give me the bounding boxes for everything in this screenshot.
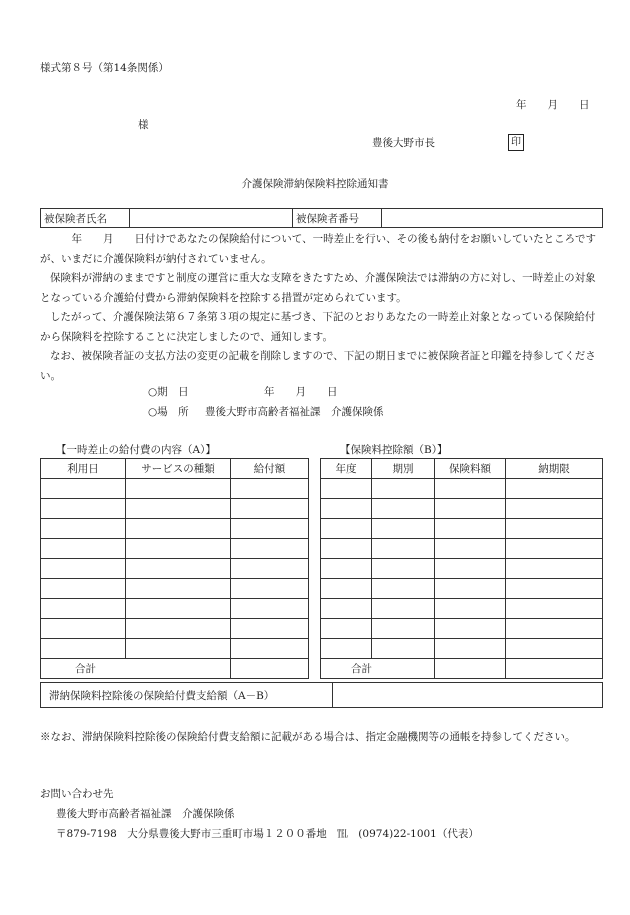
issuer-name: 豊後大野市長 [372, 137, 435, 149]
contact-heading: お問い合わせ先 [40, 788, 114, 800]
payment-table [40, 682, 603, 708]
issue-date: 年 月 日 [516, 99, 590, 111]
table-row [41, 539, 309, 559]
body-paragraph-3: したがって、介護保険法第６７条第３項の規定に基づき、下記のとおりあなたの一時差止対象となっている保険給付から保険料を控除することに決定しましたので、通知します。 [40, 311, 596, 343]
table-b-header-premium: 保険料額 [435, 459, 506, 479]
table-row [321, 539, 603, 559]
addressee-suffix: 様 [138, 119, 149, 131]
body-paragraph-2: 保険料が滞納のままですと制度の運営に重大な支障をきたすため、介護保険法では滞納の方に対し、一時差止の対象となっている介護給付費から滞納保険料を控除する措置が定められています。 [40, 272, 596, 304]
table-b-caption: 【保険料控除額（B）】 [340, 444, 448, 456]
table-b-header-period: 期別 [372, 459, 435, 479]
table-row [41, 519, 309, 539]
body-paragraph-4: なお、被保険者証の支払方法の変更の記載を削除しますので、下記の期日までに被保険者証と印鑑を持参してください。 [40, 350, 596, 382]
table-b-total-label: 合計 [321, 659, 435, 679]
insured-name-label: 被保険者氏名 [41, 209, 130, 228]
payment-value [333, 683, 603, 708]
table-row [321, 599, 603, 619]
insured-number-value [382, 209, 603, 228]
table-row [321, 559, 603, 579]
payment-label: 滞納保険料控除後の保険給付費支給額（A－B） [41, 683, 333, 708]
table-a [40, 458, 309, 679]
table-row [321, 479, 603, 499]
table-row [41, 579, 309, 599]
table-row [41, 499, 309, 519]
body-paragraph-1: 年 月 日付けであなたの保険給付について、一時差止を行い、その後も納付をお願いしていたところですが、いまだに介護保険料が納付されていません。 [40, 233, 596, 265]
seal-text: 印 [508, 134, 524, 151]
table-b-header-due: 納期限 [506, 459, 603, 479]
table-a-header-amount: 給付額 [231, 459, 309, 479]
table-b [320, 458, 603, 679]
table-b-total-premium [435, 659, 506, 679]
insured-number-label: 被保険者番号 [293, 209, 382, 228]
table-row [41, 479, 309, 499]
table-a-header-date: 利用日 [41, 459, 126, 479]
table-a-total-label: 合計 [41, 659, 231, 679]
appointment-place-label: ○場 所 [148, 406, 189, 418]
table-row [41, 619, 309, 639]
table-a-header-service: サービスの種類 [126, 459, 231, 479]
body-text [40, 230, 605, 386]
appointment-date-value: 年 月 日 [264, 386, 338, 398]
table-b-header-year: 年度 [321, 459, 372, 479]
table-row [321, 519, 603, 539]
table-row [41, 639, 309, 659]
table-row [321, 619, 603, 639]
form-number: 様式第８号（第14条関係） [40, 62, 169, 74]
appointment-place-value: 豊後大野市高齢者福祉課 介護保険係 [205, 406, 384, 418]
note-text: ※なお、滞納保険料控除後の保険給付費支給額に記載がある場合は、指定金融機関等の通帳を持参してください。 [40, 731, 576, 743]
table-a-caption: 【一時差止の給付費の内容（A）】 [56, 444, 216, 456]
insured-name-value [130, 209, 293, 228]
contact-address: 〒879-7198 大分県豊後大野市三重町市場１２００番地 ℡ (0974)22-1001（代表） [56, 828, 479, 840]
table-row [321, 499, 603, 519]
appointment-date-label: ○期 日 [148, 386, 189, 398]
table-b-total-due [506, 659, 603, 679]
table-a-total-value [231, 659, 309, 679]
table-row [321, 579, 603, 599]
seal-mark [508, 134, 524, 151]
table-row [321, 639, 603, 659]
table-row [41, 599, 309, 619]
contact-department: 豊後大野市高齢者福祉課 介護保険係 [56, 808, 235, 820]
insured-info-table [40, 208, 603, 228]
table-row [41, 559, 309, 579]
document-title: 介護保険滞納保険料控除通知書 [241, 178, 389, 190]
